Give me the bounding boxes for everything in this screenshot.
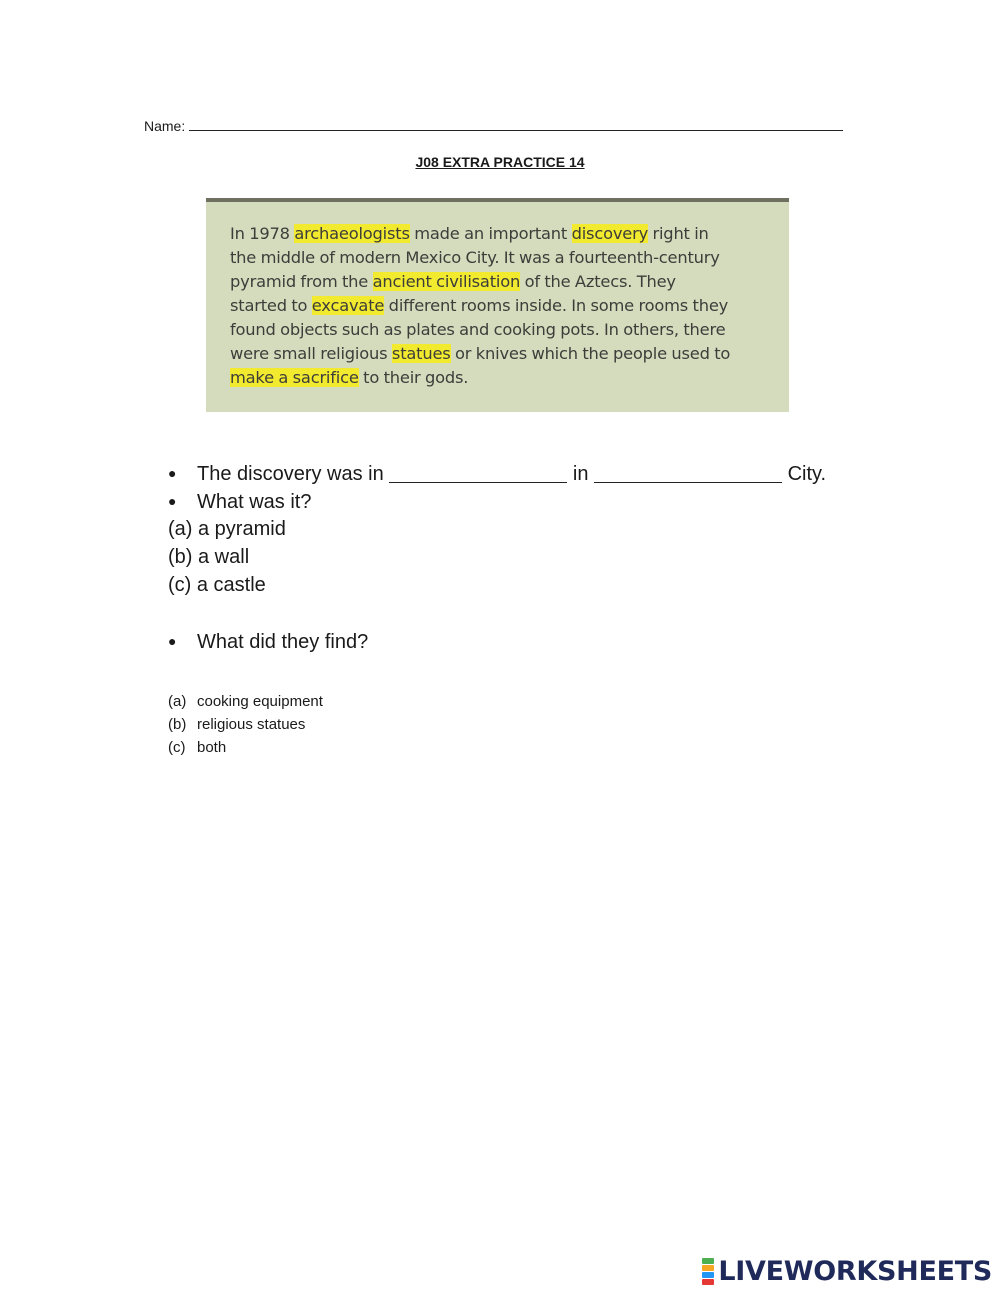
- bullet-icon: ●: [168, 633, 177, 649]
- question-1: ● The discovery was in in City.: [168, 459, 826, 488]
- name-blank-line[interactable]: [189, 116, 843, 131]
- option-label: (b): [168, 716, 187, 733]
- highlighted-word: statues: [391, 344, 451, 363]
- reading-passage: [206, 198, 789, 412]
- option-label: (c): [168, 739, 186, 756]
- answer-blank-2[interactable]: [594, 462, 782, 483]
- logo-text: LIVEWORKSHEETS: [718, 1255, 992, 1287]
- highlighted-word: archaeologists: [294, 224, 410, 243]
- option-text: religious statues: [197, 716, 306, 733]
- passage-line: found objects such as plates and cooking pots. In others, there: [230, 320, 726, 339]
- question-3: ● What did they find?: [168, 627, 368, 656]
- passage-line: the middle of modern Mexico City. It was a fourteenth-century: [230, 248, 720, 267]
- passage-line: were small religious statues or knives which the people used to: [230, 344, 731, 363]
- option-text: cooking equipment: [197, 693, 323, 710]
- question-2: ● What was it?: [168, 487, 311, 516]
- liveworksheets-logo[interactable]: [702, 1254, 992, 1288]
- option-label: (a): [168, 693, 187, 710]
- answer-blank-1[interactable]: [389, 462, 567, 483]
- bullet-icon: ●: [168, 493, 177, 509]
- passage-line: started to excavate different rooms inside. In some rooms they: [230, 296, 729, 315]
- liveworksheets-logo-icon: [702, 1258, 714, 1285]
- q3-option-a[interactable]: [168, 690, 323, 713]
- worksheet-title: J08 EXTRA PRACTICE 14: [415, 154, 585, 170]
- bullet-icon: ●: [168, 465, 177, 481]
- q2-option-b[interactable]: (b) a wall: [168, 546, 250, 568]
- passage-line: make a sacrifice to their gods.: [230, 368, 469, 387]
- q2-option-a[interactable]: (a) a pyramid: [168, 518, 286, 540]
- name-field-row: [144, 116, 864, 136]
- highlighted-word: ancient civilisation: [372, 272, 521, 291]
- q2-option-c[interactable]: (c) a castle: [168, 574, 266, 596]
- name-label: Name:: [144, 118, 186, 134]
- highlighted-word: discovery: [571, 224, 649, 243]
- highlighted-word: make a sacrifice: [230, 368, 359, 387]
- option-text: both: [197, 739, 227, 756]
- q3-option-c[interactable]: [168, 736, 226, 759]
- q3-option-b[interactable]: [168, 713, 305, 736]
- passage-line: pyramid from the ancient civilisation of the Aztecs. They: [230, 272, 676, 291]
- highlighted-word: excavate: [311, 296, 385, 315]
- passage-line: In 1978 archaeologists made an important discovery right in: [230, 224, 709, 243]
